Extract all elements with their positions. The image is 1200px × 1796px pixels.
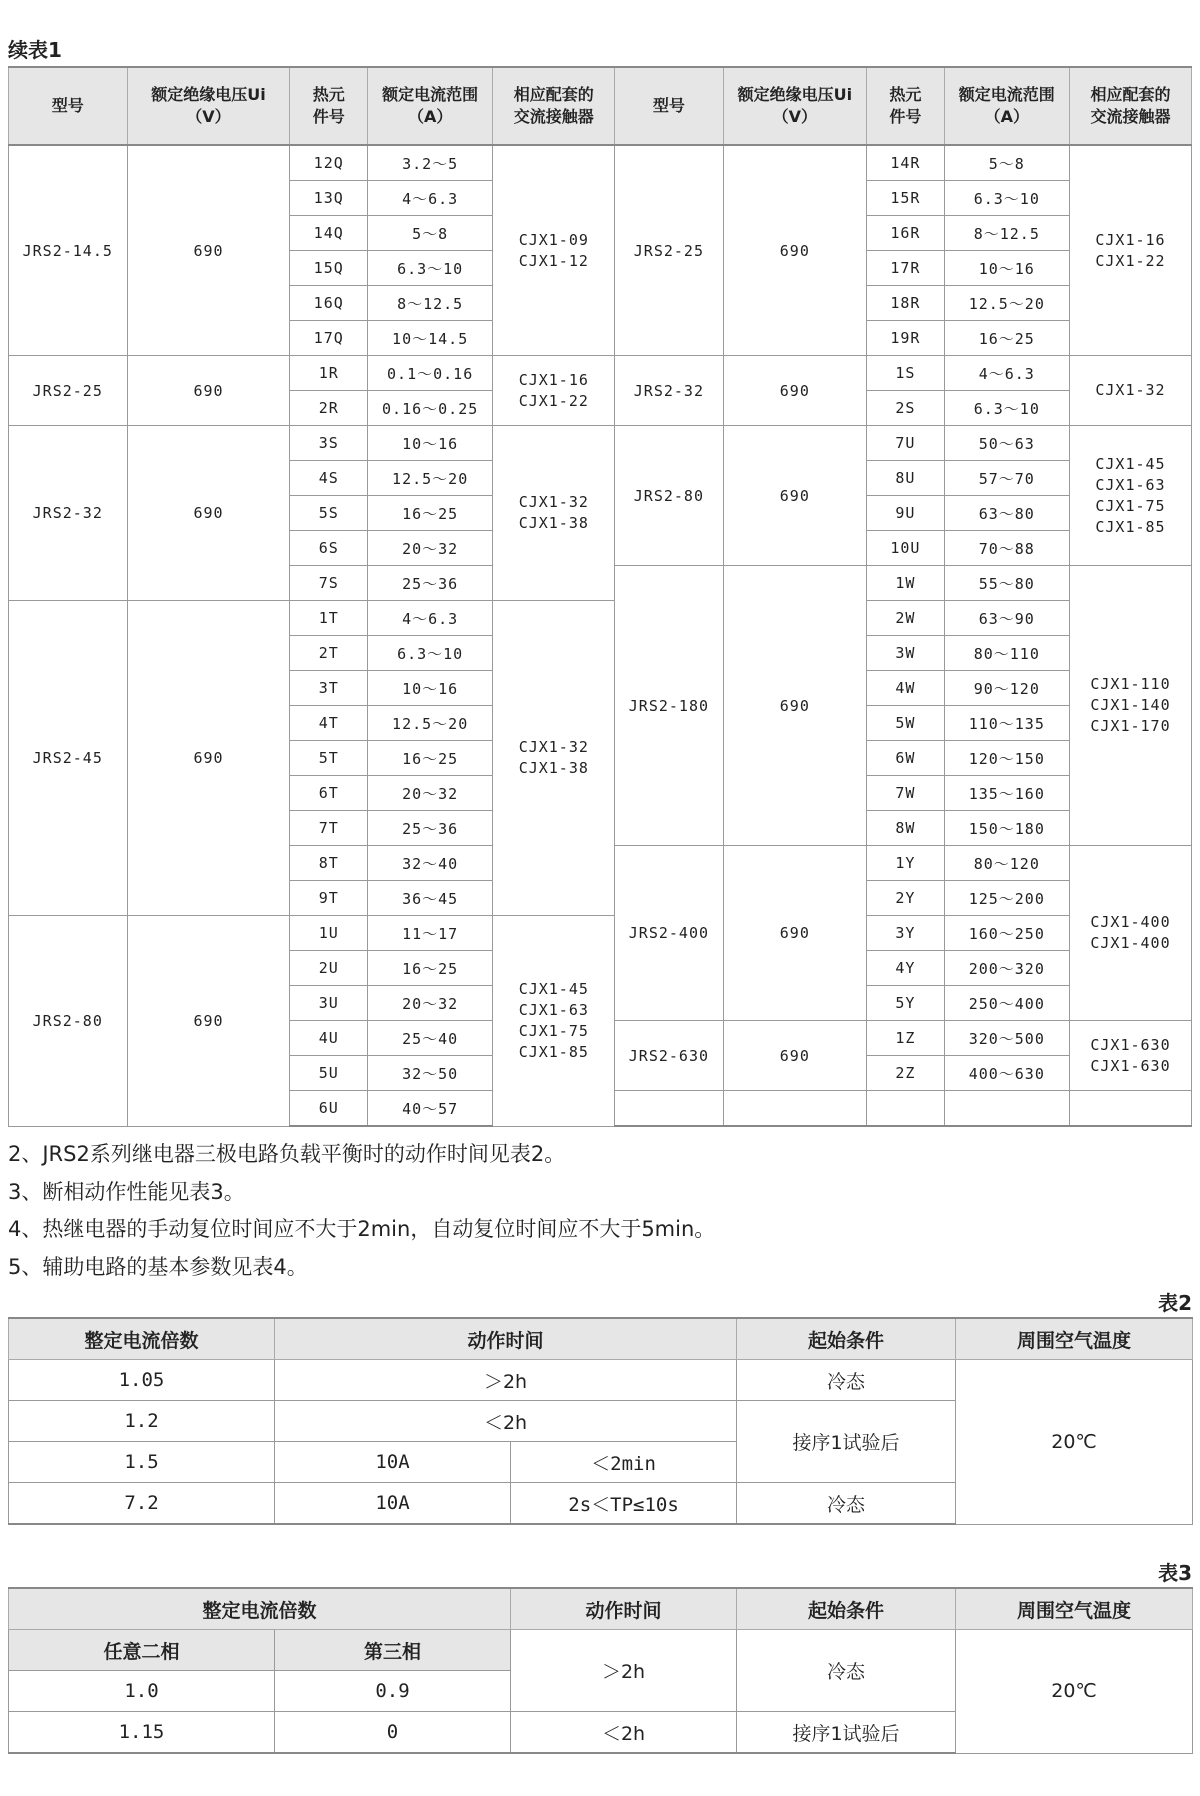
current-range-cell: 32～50 bbox=[367, 1056, 492, 1091]
t2-multiple: 1.05 bbox=[9, 1360, 275, 1401]
element-number-cell: 2W bbox=[867, 601, 944, 636]
table-row bbox=[9, 601, 1192, 636]
current-range-cell: 6.3～10 bbox=[367, 636, 492, 671]
model-cell: JRS2-25 bbox=[615, 145, 723, 356]
element-number-cell: 15Q bbox=[290, 251, 367, 286]
current-range-cell: 55～80 bbox=[944, 566, 1069, 601]
table-row bbox=[9, 356, 1192, 391]
t2-header-temperature: 周围空气温度 bbox=[956, 1318, 1193, 1360]
model-cell: JRS2-400 bbox=[615, 846, 723, 1021]
element-number-cell: 5W bbox=[867, 706, 944, 741]
current-range-cell: 0.1～0.16 bbox=[367, 356, 492, 391]
rating-header-3: 额定电流范围 （A） bbox=[367, 67, 492, 145]
empty-cell bbox=[615, 1091, 723, 1127]
t2-condition: 冷态 bbox=[737, 1360, 956, 1401]
voltage-cell: 690 bbox=[723, 846, 867, 1021]
current-range-cell: 25～36 bbox=[367, 566, 492, 601]
contactor-cell: CJX1-32 bbox=[1069, 356, 1191, 426]
current-range-cell: 250～400 bbox=[944, 986, 1069, 1021]
rating-header-0: 型号 bbox=[9, 67, 128, 145]
rating-header-4: 相应配套的 交流接触器 bbox=[493, 67, 615, 145]
rating-header-9: 相应配套的 交流接触器 bbox=[1069, 67, 1191, 145]
element-number-cell: 3Y bbox=[867, 916, 944, 951]
element-number-cell: 3W bbox=[867, 636, 944, 671]
voltage-cell: 690 bbox=[723, 566, 867, 846]
contactor-cell: CJX1-45 CJX1-63 CJX1-75 CJX1-85 bbox=[1069, 426, 1191, 566]
rating-header-6: 额定绝缘电压Ui （V） bbox=[723, 67, 867, 145]
voltage-cell: 690 bbox=[127, 426, 290, 601]
voltage-cell: 690 bbox=[723, 426, 867, 566]
element-number-cell: 8U bbox=[867, 461, 944, 496]
t2-time-a: 10A bbox=[275, 1483, 511, 1525]
note-3: 3、断相动作性能见表3。 bbox=[8, 1180, 245, 1204]
element-number-cell: 16Q bbox=[290, 286, 367, 321]
voltage-cell: 690 bbox=[723, 1021, 867, 1091]
current-range-cell: 36～45 bbox=[367, 881, 492, 916]
element-number-cell: 2Z bbox=[867, 1056, 944, 1091]
contactor-cell: CJX1-32 CJX1-38 bbox=[493, 601, 615, 916]
current-range-cell: 6.3～10 bbox=[944, 181, 1069, 216]
current-range-cell: 20～32 bbox=[367, 531, 492, 566]
current-range-cell: 110～135 bbox=[944, 706, 1069, 741]
current-range-cell: 16～25 bbox=[367, 496, 492, 531]
element-number-cell: 1U bbox=[290, 916, 367, 951]
current-range-cell: 6.3～10 bbox=[944, 391, 1069, 426]
rating-table-header bbox=[9, 67, 1192, 145]
element-number-cell: 13Q bbox=[290, 181, 367, 216]
current-range-cell: 63～80 bbox=[944, 496, 1069, 531]
note-5: 5、辅助电路的基本参数见表4。 bbox=[8, 1255, 308, 1279]
current-range-cell: 320～500 bbox=[944, 1021, 1069, 1056]
t3-temperature: 20℃ bbox=[956, 1630, 1193, 1754]
contactor-cell: CJX1-630 CJX1-630 bbox=[1069, 1021, 1191, 1091]
t3-condition: 冷态 bbox=[737, 1630, 956, 1712]
current-range-cell: 4～6.3 bbox=[367, 601, 492, 636]
element-number-cell: 4S bbox=[290, 461, 367, 496]
current-range-cell: 16～25 bbox=[367, 741, 492, 776]
element-number-cell: 1S bbox=[867, 356, 944, 391]
element-number-cell: 5S bbox=[290, 496, 367, 531]
t3-subheader-third: 第三相 bbox=[275, 1630, 511, 1671]
model-cell: JRS2-32 bbox=[9, 426, 128, 601]
rating-table bbox=[8, 66, 1192, 1127]
current-range-cell: 5～8 bbox=[367, 216, 492, 251]
t2-multiple: 7.2 bbox=[9, 1483, 275, 1525]
model-cell: JRS2-80 bbox=[9, 916, 128, 1127]
model-cell: JRS2-180 bbox=[615, 566, 723, 846]
model-cell: JRS2-80 bbox=[615, 426, 723, 566]
element-number-cell: 1Z bbox=[867, 1021, 944, 1056]
current-range-cell: 16～25 bbox=[367, 951, 492, 986]
element-number-cell: 15R bbox=[867, 181, 944, 216]
contactor-cell: CJX1-09 CJX1-12 bbox=[493, 145, 615, 356]
table3-caption: 表3 bbox=[1158, 1561, 1192, 1585]
contactor-cell: CJX1-400 CJX1-400 bbox=[1069, 846, 1191, 1021]
current-range-cell: 8～12.5 bbox=[944, 216, 1069, 251]
current-range-cell: 10～16 bbox=[944, 251, 1069, 286]
t2-multiple: 1.5 bbox=[9, 1442, 275, 1483]
current-range-cell: 10～14.5 bbox=[367, 321, 492, 356]
rating-header-1: 额定绝缘电压Ui （V） bbox=[127, 67, 290, 145]
contactor-cell: CJX1-45 CJX1-63 CJX1-75 CJX1-85 bbox=[493, 916, 615, 1127]
current-range-cell: 160～250 bbox=[944, 916, 1069, 951]
empty-cell bbox=[1069, 1091, 1191, 1127]
current-range-cell: 400～630 bbox=[944, 1056, 1069, 1091]
current-range-cell: 80～110 bbox=[944, 636, 1069, 671]
current-range-cell: 200～320 bbox=[944, 951, 1069, 986]
element-number-cell: 17Q bbox=[290, 321, 367, 356]
current-range-cell: 20～32 bbox=[367, 776, 492, 811]
t2-condition: 接序1试验后 bbox=[737, 1401, 956, 1483]
current-range-cell: 150～180 bbox=[944, 811, 1069, 846]
t2-temperature: 20℃ bbox=[956, 1360, 1193, 1525]
voltage-cell: 690 bbox=[723, 145, 867, 356]
t3-subheader-any-two: 任意二相 bbox=[9, 1630, 275, 1671]
table-row bbox=[9, 426, 1192, 461]
contactor-cell: CJX1-16 CJX1-22 bbox=[493, 356, 615, 426]
element-number-cell: 7U bbox=[867, 426, 944, 461]
current-range-cell: 70～88 bbox=[944, 531, 1069, 566]
current-range-cell: 10～16 bbox=[367, 671, 492, 706]
t2-header-multiple: 整定电流倍数 bbox=[9, 1318, 275, 1360]
element-number-cell: 6W bbox=[867, 741, 944, 776]
current-range-cell: 5～8 bbox=[944, 145, 1069, 181]
t3-third: 0 bbox=[275, 1712, 511, 1754]
current-range-cell: 57～70 bbox=[944, 461, 1069, 496]
current-range-cell: 11～17 bbox=[367, 916, 492, 951]
element-number-cell: 4U bbox=[290, 1021, 367, 1056]
element-number-cell: 2R bbox=[290, 391, 367, 426]
element-number-cell: 5Y bbox=[867, 986, 944, 1021]
rating-header-8: 额定电流范围 （A） bbox=[944, 67, 1069, 145]
element-number-cell: 6U bbox=[290, 1091, 367, 1127]
contactor-cell: CJX1-110 CJX1-140 CJX1-170 bbox=[1069, 566, 1191, 846]
element-number-cell: 14Q bbox=[290, 216, 367, 251]
element-number-cell: 6T bbox=[290, 776, 367, 811]
element-number-cell: 19R bbox=[867, 321, 944, 356]
element-number-cell: 7W bbox=[867, 776, 944, 811]
t3-any-two: 1.0 bbox=[9, 1671, 275, 1712]
t2-time: ＜2h bbox=[275, 1401, 737, 1442]
current-range-cell: 25～36 bbox=[367, 811, 492, 846]
element-number-cell: 6S bbox=[290, 531, 367, 566]
current-range-cell: 3.2～5 bbox=[367, 145, 492, 181]
element-number-cell: 5U bbox=[290, 1056, 367, 1091]
current-range-cell: 40～57 bbox=[367, 1091, 492, 1127]
t2-time: ＞2h bbox=[275, 1360, 737, 1401]
element-number-cell: 14R bbox=[867, 145, 944, 181]
element-number-cell: 7T bbox=[290, 811, 367, 846]
table-row bbox=[9, 1360, 1193, 1401]
empty-cell bbox=[867, 1091, 944, 1127]
t2-multiple: 1.2 bbox=[9, 1401, 275, 1442]
empty-cell bbox=[723, 1091, 867, 1127]
element-number-cell: 18R bbox=[867, 286, 944, 321]
table-row bbox=[9, 1630, 1193, 1671]
element-number-cell: 3S bbox=[290, 426, 367, 461]
table1-caption: 续表1 bbox=[8, 38, 62, 62]
voltage-cell: 690 bbox=[127, 601, 290, 916]
element-number-cell: 2S bbox=[867, 391, 944, 426]
t3-time: ＜2h bbox=[511, 1712, 737, 1754]
element-number-cell: 12Q bbox=[290, 145, 367, 181]
contactor-cell: CJX1-16 CJX1-22 bbox=[1069, 145, 1191, 356]
voltage-cell: 690 bbox=[723, 356, 867, 426]
empty-cell bbox=[944, 1091, 1069, 1127]
t2-header-time: 动作时间 bbox=[275, 1318, 737, 1360]
current-range-cell: 125～200 bbox=[944, 881, 1069, 916]
element-number-cell: 8T bbox=[290, 846, 367, 881]
t3-header-temperature: 周围空气温度 bbox=[956, 1588, 1193, 1630]
note-4: 4、热继电器的手动复位时间应不大于2min，自动复位时间应不大于5min。 bbox=[8, 1217, 716, 1241]
element-number-cell: 3T bbox=[290, 671, 367, 706]
element-number-cell: 1W bbox=[867, 566, 944, 601]
rating-header-2: 热元 件号 bbox=[290, 67, 367, 145]
t2-time-a: 10A bbox=[275, 1442, 511, 1483]
model-cell: JRS2-25 bbox=[9, 356, 128, 426]
t3-any-two: 1.15 bbox=[9, 1712, 275, 1754]
current-range-cell: 32～40 bbox=[367, 846, 492, 881]
model-cell: JRS2-32 bbox=[615, 356, 723, 426]
table-row bbox=[9, 145, 1192, 181]
rating-header-7: 热元 件号 bbox=[867, 67, 944, 145]
model-cell: JRS2-14.5 bbox=[9, 145, 128, 356]
t3-header-multiple: 整定电流倍数 bbox=[9, 1588, 511, 1630]
t2-time-b: 2s＜TP≤10s bbox=[511, 1483, 737, 1525]
current-range-cell: 25～40 bbox=[367, 1021, 492, 1056]
contactor-cell: CJX1-32 CJX1-38 bbox=[493, 426, 615, 601]
note-2: 2、JRS2系列继电器三极电路负载平衡时的动作时间见表2。 bbox=[8, 1142, 566, 1166]
current-range-cell: 12.5～20 bbox=[367, 461, 492, 496]
t3-condition: 接序1试验后 bbox=[737, 1712, 956, 1754]
current-range-cell: 16～25 bbox=[944, 321, 1069, 356]
t3-third: 0.9 bbox=[275, 1671, 511, 1712]
element-number-cell: 1Y bbox=[867, 846, 944, 881]
element-number-cell: 1T bbox=[290, 601, 367, 636]
element-number-cell: 10U bbox=[867, 531, 944, 566]
current-range-cell: 20～32 bbox=[367, 986, 492, 1021]
element-number-cell: 4T bbox=[290, 706, 367, 741]
current-range-cell: 0.16～0.25 bbox=[367, 391, 492, 426]
current-range-cell: 63～90 bbox=[944, 601, 1069, 636]
voltage-cell: 690 bbox=[127, 916, 290, 1127]
voltage-cell: 690 bbox=[127, 356, 290, 426]
phase-loss-table bbox=[8, 1587, 1193, 1754]
element-number-cell: 9T bbox=[290, 881, 367, 916]
current-range-cell: 120～150 bbox=[944, 741, 1069, 776]
element-number-cell: 2Y bbox=[867, 881, 944, 916]
current-range-cell: 8～12.5 bbox=[367, 286, 492, 321]
element-number-cell: 4W bbox=[867, 671, 944, 706]
model-cell: JRS2-45 bbox=[9, 601, 128, 916]
element-number-cell: 1R bbox=[290, 356, 367, 391]
t2-header-condition: 起始条件 bbox=[737, 1318, 956, 1360]
current-range-cell: 4～6.3 bbox=[367, 181, 492, 216]
element-number-cell: 17R bbox=[867, 251, 944, 286]
action-time-table bbox=[8, 1317, 1193, 1525]
current-range-cell: 4～6.3 bbox=[944, 356, 1069, 391]
element-number-cell: 5T bbox=[290, 741, 367, 776]
element-number-cell: 3U bbox=[290, 986, 367, 1021]
element-number-cell: 4Y bbox=[867, 951, 944, 986]
model-cell: JRS2-630 bbox=[615, 1021, 723, 1091]
element-number-cell: 2T bbox=[290, 636, 367, 671]
t3-header-time: 动作时间 bbox=[511, 1588, 737, 1630]
rating-header-5: 型号 bbox=[615, 67, 723, 145]
current-range-cell: 12.5～20 bbox=[367, 706, 492, 741]
element-number-cell: 16R bbox=[867, 216, 944, 251]
element-number-cell: 8W bbox=[867, 811, 944, 846]
voltage-cell: 690 bbox=[127, 145, 290, 356]
current-range-cell: 6.3～10 bbox=[367, 251, 492, 286]
table2-caption: 表2 bbox=[1158, 1291, 1192, 1315]
t3-time: ＞2h bbox=[511, 1630, 737, 1712]
current-range-cell: 12.5～20 bbox=[944, 286, 1069, 321]
t2-condition: 冷态 bbox=[737, 1483, 956, 1525]
rating-table-body bbox=[9, 145, 1192, 1126]
t2-time-b: ＜2min bbox=[511, 1442, 737, 1483]
current-range-cell: 135～160 bbox=[944, 776, 1069, 811]
element-number-cell: 2U bbox=[290, 951, 367, 986]
table-row bbox=[9, 916, 1192, 951]
current-range-cell: 90～120 bbox=[944, 671, 1069, 706]
current-range-cell: 80～120 bbox=[944, 846, 1069, 881]
current-range-cell: 10～16 bbox=[367, 426, 492, 461]
element-number-cell: 9U bbox=[867, 496, 944, 531]
t3-header-condition: 起始条件 bbox=[737, 1588, 956, 1630]
element-number-cell: 7S bbox=[290, 566, 367, 601]
current-range-cell: 50～63 bbox=[944, 426, 1069, 461]
